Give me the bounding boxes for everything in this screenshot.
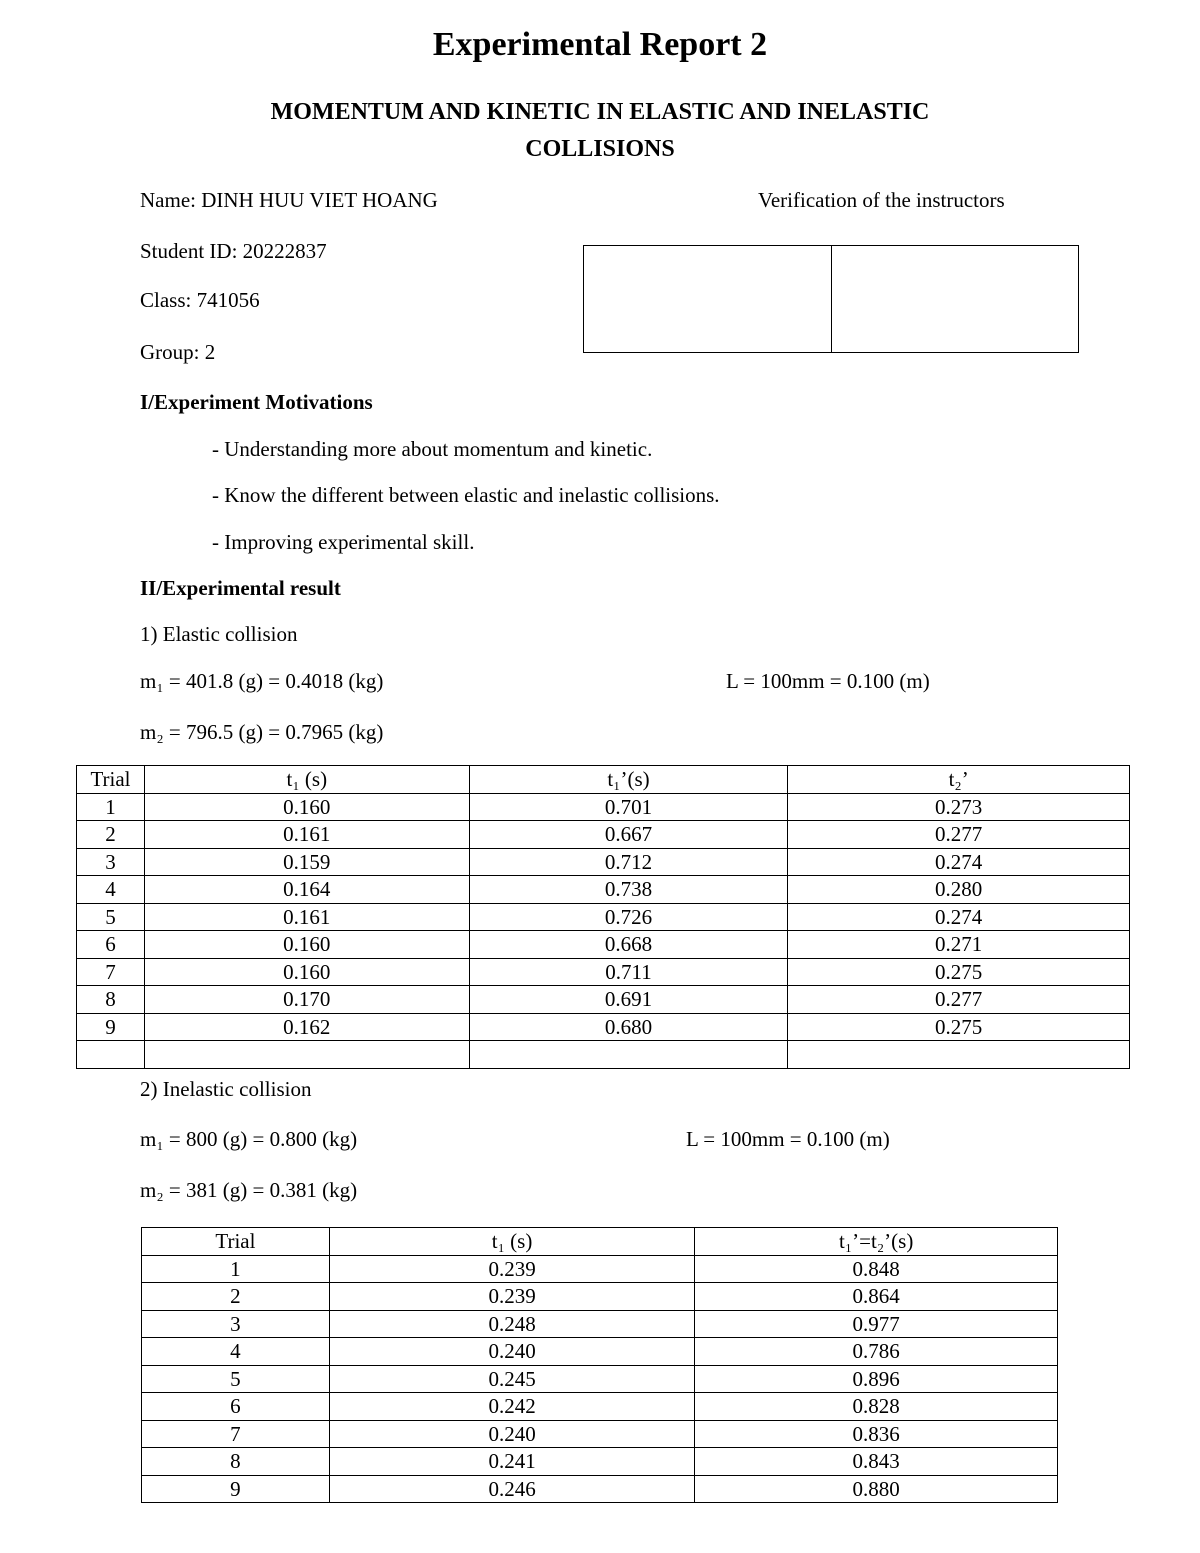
- cell-t-prime: 0.880: [695, 1475, 1058, 1503]
- table-row: [77, 958, 1130, 986]
- cell-trial: 4: [77, 876, 145, 904]
- cell-t1-prime: 0.701: [469, 793, 788, 821]
- cell-t-prime: 0.843: [695, 1448, 1058, 1476]
- cell-t1-prime: 0.668: [469, 931, 788, 959]
- cell-t1: 0.161: [144, 903, 469, 931]
- verification-cell-right: [831, 246, 1079, 352]
- table-header-row: [77, 766, 1130, 794]
- cell-t2-prime: 0.275: [788, 958, 1130, 986]
- cell-t1-prime: 0.711: [469, 958, 788, 986]
- report-title: Experimental Report 2: [432, 26, 768, 63]
- inelastic-table: [141, 1227, 1058, 1503]
- table-row: [77, 848, 1130, 876]
- elastic-length: L = 100mm = 0.100 (m): [726, 669, 930, 693]
- cell-t1: 0.170: [144, 986, 469, 1014]
- cell-t1: 0.161: [144, 821, 469, 849]
- elastic-heading: 1) Elastic collision: [140, 622, 298, 646]
- cell-trial: 7: [77, 958, 145, 986]
- table-row: [142, 1255, 1058, 1283]
- motivation-item: - Understanding more about momentum and kinetic.: [212, 437, 653, 461]
- table-row: [142, 1283, 1058, 1311]
- cell-t1: [144, 1041, 469, 1069]
- table-row: [142, 1448, 1058, 1476]
- elastic-m1: m₁ = 401.8 (g) = 0.4018 (kg): [140, 669, 384, 693]
- cell-t2-prime: 0.273: [788, 793, 1130, 821]
- table-row: [142, 1475, 1058, 1503]
- cell-trial: [77, 1041, 145, 1069]
- table-header-row: [142, 1228, 1058, 1256]
- cell-t1: 0.240: [329, 1338, 695, 1366]
- header-t1: t₁ (s): [329, 1228, 695, 1256]
- cell-t1: 0.160: [144, 793, 469, 821]
- table-row: [77, 986, 1130, 1014]
- cell-t1-prime: 0.738: [469, 876, 788, 904]
- motivation-item: - Know the different between elastic and inelastic collisions.: [212, 483, 720, 507]
- cell-t1-prime: 0.667: [469, 821, 788, 849]
- cell-t2-prime: 0.277: [788, 821, 1130, 849]
- cell-t2-prime: 0.274: [788, 903, 1130, 931]
- verification-box: [583, 245, 1079, 353]
- cell-t-prime: 0.896: [695, 1365, 1058, 1393]
- elastic-m2: m₂ = 796.5 (g) = 0.7965 (kg): [140, 720, 384, 744]
- cell-t1-prime: 0.680: [469, 1013, 788, 1041]
- header-t1: t₁ (s): [144, 766, 469, 794]
- table-row: [77, 876, 1130, 904]
- verification-cell-left: [584, 246, 831, 352]
- cell-t1-prime: 0.726: [469, 903, 788, 931]
- cell-t1: 0.245: [329, 1365, 695, 1393]
- cell-t1: 0.164: [144, 876, 469, 904]
- section-2-heading: II/Experimental result: [140, 576, 341, 600]
- cell-trial: 2: [142, 1283, 330, 1311]
- cell-t1-prime: [469, 1041, 788, 1069]
- cell-trial: 9: [77, 1013, 145, 1041]
- cell-trial: 8: [142, 1448, 330, 1476]
- cell-trial: 1: [142, 1255, 330, 1283]
- cell-trial: 5: [77, 903, 145, 931]
- header-trial: Trial: [77, 766, 145, 794]
- section-1-heading: I/Experiment Motivations: [140, 390, 373, 414]
- table-row: [77, 793, 1130, 821]
- table-row: [77, 931, 1130, 959]
- cell-trial: 9: [142, 1475, 330, 1503]
- cell-t1: 0.160: [144, 958, 469, 986]
- cell-t1-prime: 0.712: [469, 848, 788, 876]
- subtitle-line-2: COLLISIONS: [525, 136, 675, 162]
- inelastic-m1: m₁ = 800 (g) = 0.800 (kg): [140, 1127, 358, 1151]
- student-name: Name: DINH HUU VIET HOANG: [140, 188, 438, 212]
- table-row: [77, 821, 1130, 849]
- cell-t1: 0.162: [144, 1013, 469, 1041]
- cell-t1: 0.240: [329, 1420, 695, 1448]
- cell-t1: 0.239: [329, 1255, 695, 1283]
- inelastic-heading: 2) Inelastic collision: [140, 1077, 312, 1101]
- report-subtitle: [150, 94, 1050, 168]
- cell-trial: 5: [142, 1365, 330, 1393]
- table-row: [142, 1365, 1058, 1393]
- cell-trial: 4: [142, 1338, 330, 1366]
- cell-trial: 6: [77, 931, 145, 959]
- cell-trial: 2: [77, 821, 145, 849]
- cell-trial: 7: [142, 1420, 330, 1448]
- student-id: Student ID: 20222837: [140, 239, 327, 263]
- cell-t1: 0.239: [329, 1283, 695, 1311]
- cell-t-prime: 0.786: [695, 1338, 1058, 1366]
- cell-t2-prime: 0.277: [788, 986, 1130, 1014]
- cell-t1: 0.242: [329, 1393, 695, 1421]
- verification-label: Verification of the instructors: [758, 188, 1005, 212]
- subtitle-line-1: MOMENTUM AND KINETIC IN ELASTIC AND INELASTIC: [270, 99, 930, 125]
- cell-t2-prime: 0.280: [788, 876, 1130, 904]
- table-row: [142, 1310, 1058, 1338]
- cell-t-prime: 0.848: [695, 1255, 1058, 1283]
- cell-t1: 0.159: [144, 848, 469, 876]
- header-t2-prime: t₂’: [788, 766, 1130, 794]
- cell-t1: 0.246: [329, 1475, 695, 1503]
- table-row: [142, 1393, 1058, 1421]
- table-row: [142, 1420, 1058, 1448]
- table-row: [77, 1013, 1130, 1041]
- group-label: Group: 2: [140, 340, 216, 364]
- motivation-item: - Improving experimental skill.: [212, 530, 475, 554]
- header-t1-equals-t2-prime: t₁’=t₂’(s): [695, 1228, 1058, 1256]
- cell-trial: 3: [77, 848, 145, 876]
- cell-trial: 6: [142, 1393, 330, 1421]
- cell-t-prime: 0.977: [695, 1310, 1058, 1338]
- cell-t-prime: 0.828: [695, 1393, 1058, 1421]
- header-t1-prime: t₁’(s): [469, 766, 788, 794]
- cell-t2-prime: 0.271: [788, 931, 1130, 959]
- table-row: [142, 1338, 1058, 1366]
- cell-t1: 0.160: [144, 931, 469, 959]
- cell-t2-prime: [788, 1041, 1130, 1069]
- table-row-empty: [77, 1041, 1130, 1069]
- cell-t-prime: 0.836: [695, 1420, 1058, 1448]
- cell-t-prime: 0.864: [695, 1283, 1058, 1311]
- inelastic-m2: m₂ = 381 (g) = 0.381 (kg): [140, 1178, 358, 1202]
- cell-trial: 3: [142, 1310, 330, 1338]
- inelastic-length: L = 100mm = 0.100 (m): [686, 1127, 890, 1151]
- cell-t2-prime: 0.275: [788, 1013, 1130, 1041]
- header-trial: Trial: [142, 1228, 330, 1256]
- elastic-table: [76, 765, 1130, 1069]
- class-label: Class: 741056: [140, 288, 260, 312]
- cell-t2-prime: 0.274: [788, 848, 1130, 876]
- cell-t1: 0.241: [329, 1448, 695, 1476]
- cell-trial: 1: [77, 793, 145, 821]
- cell-t1-prime: 0.691: [469, 986, 788, 1014]
- cell-trial: 8: [77, 986, 145, 1014]
- cell-t1: 0.248: [329, 1310, 695, 1338]
- table-row: [77, 903, 1130, 931]
